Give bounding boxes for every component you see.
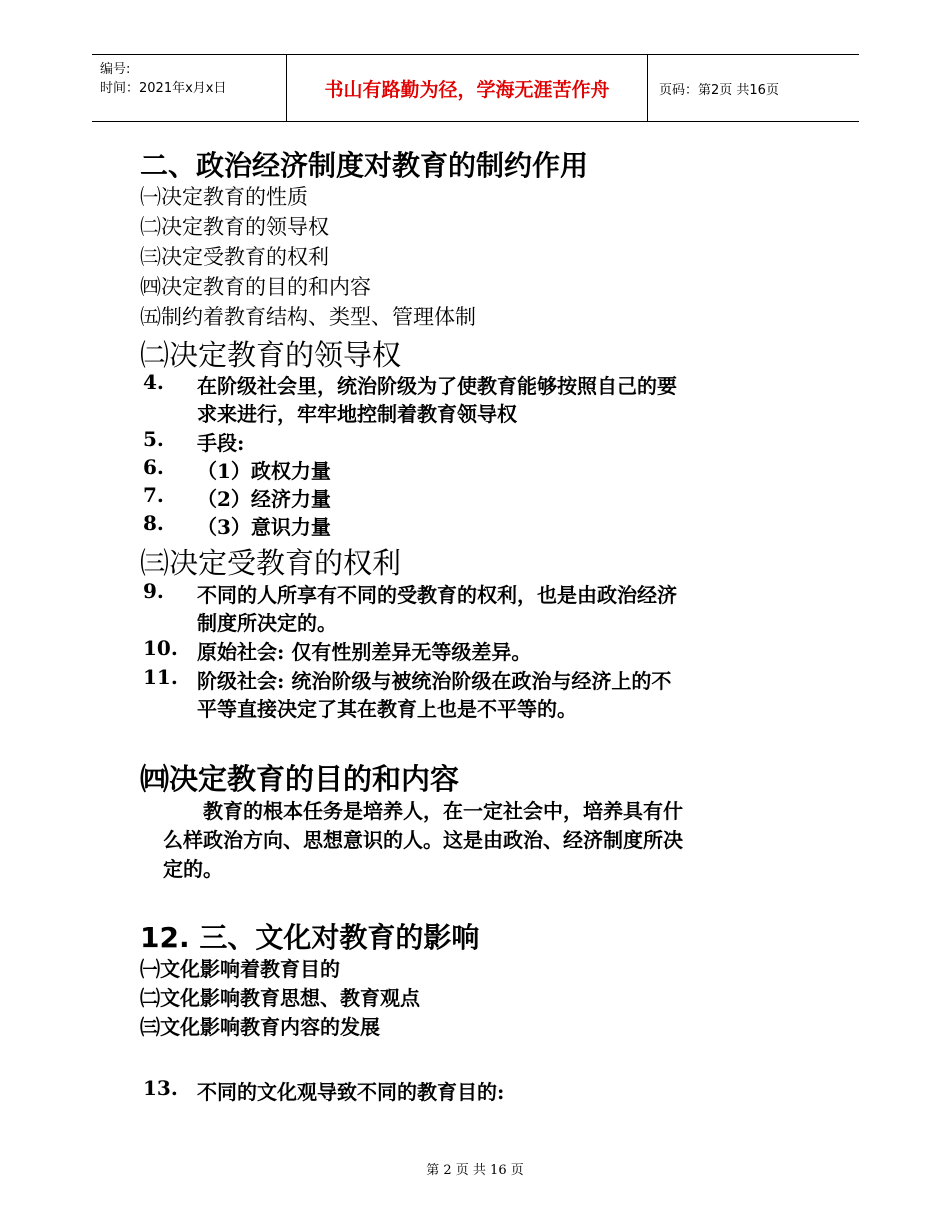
section2-item: ㈢决定受教育的权利	[140, 245, 329, 269]
section2-item: ㈡决定教育的领导权	[140, 215, 329, 239]
header-page-info: 页码：第2页 共16页	[659, 82, 779, 98]
list-item-text: 制度所决定的。	[197, 611, 337, 635]
section3-item: ㈡文化影响教育思想、教育观点	[140, 986, 420, 1010]
code-label: 编号:	[100, 62, 131, 77]
section2-title: 二、政治经济制度对教育的制约作用	[140, 149, 589, 182]
header-meta	[100, 60, 226, 98]
section2-item: ㈠决定教育的性质	[140, 185, 308, 209]
list-item-text: 不同的文化观导致不同的教育目的:	[197, 1080, 505, 1104]
list-item-text: （1）政权力量	[197, 459, 331, 483]
paragraph-line: 教育的根本任务是培养人，在一定社会中，培养具有什	[203, 799, 683, 823]
list-item-num: 10.	[143, 636, 178, 660]
subsection-title-rights: ㈢决定受教育的权利	[140, 546, 402, 580]
list-item-text: 原始社会: 仅有性别差异无等级差异。	[197, 640, 532, 664]
list-item-text: （2）经济力量	[197, 487, 331, 511]
list-item-text: （3）意识力量	[197, 515, 331, 539]
section3-item: ㈢文化影响教育内容的发展	[140, 1015, 380, 1039]
section3-title: 12. 三、文化对教育的影响	[140, 921, 480, 954]
list-item-num: 6.	[143, 455, 164, 479]
section2-item: ㈣决定教育的目的和内容	[140, 275, 371, 299]
list-item-text: 求来进行，牢牢地控制着教育领导权	[197, 402, 517, 426]
header-motto: 书山有路勤为径，学海无涯苦作舟	[286, 55, 648, 121]
paragraph-line: 么样政治方向、思想意识的人。这是由政治、经济制度所决	[163, 828, 683, 852]
paragraph-line: 定的。	[163, 857, 223, 881]
list-item-num: 13.	[143, 1076, 178, 1100]
subsection-title-leadership: ㈡决定教育的领导权	[140, 338, 402, 372]
list-item-text: 平等直接决定了其在教育上也是不平等的。	[197, 697, 577, 721]
subsection-title-aims: ㈣决定教育的目的和内容	[140, 762, 460, 796]
list-item-num: 8.	[143, 511, 164, 535]
list-item-text: 在阶级社会里，统治阶级为了使教育能够按照自己的要	[197, 374, 677, 398]
list-item-num: 5.	[143, 427, 164, 451]
section3-item: ㈠文化影响着教育目的	[140, 957, 340, 981]
list-item-text: 阶级社会: 统治阶级与被统治阶级在政治与经济上的不	[197, 669, 672, 693]
list-item-num: 7.	[143, 483, 164, 507]
time-label: 时间：2021年x月x日	[100, 81, 227, 96]
page-footer: 第 2 页 共 16 页	[426, 1163, 524, 1178]
page-header	[92, 54, 859, 122]
list-item-num: 9.	[143, 579, 164, 603]
list-item-text: 不同的人所享有不同的受教育的权利，也是由政治经济	[197, 583, 677, 607]
list-item-text: 手段:	[197, 431, 245, 455]
list-item-num: 4.	[143, 370, 164, 394]
section2-item: ㈤制约着教育结构、类型、管理体制	[140, 305, 476, 329]
list-item-num: 11.	[143, 665, 178, 689]
